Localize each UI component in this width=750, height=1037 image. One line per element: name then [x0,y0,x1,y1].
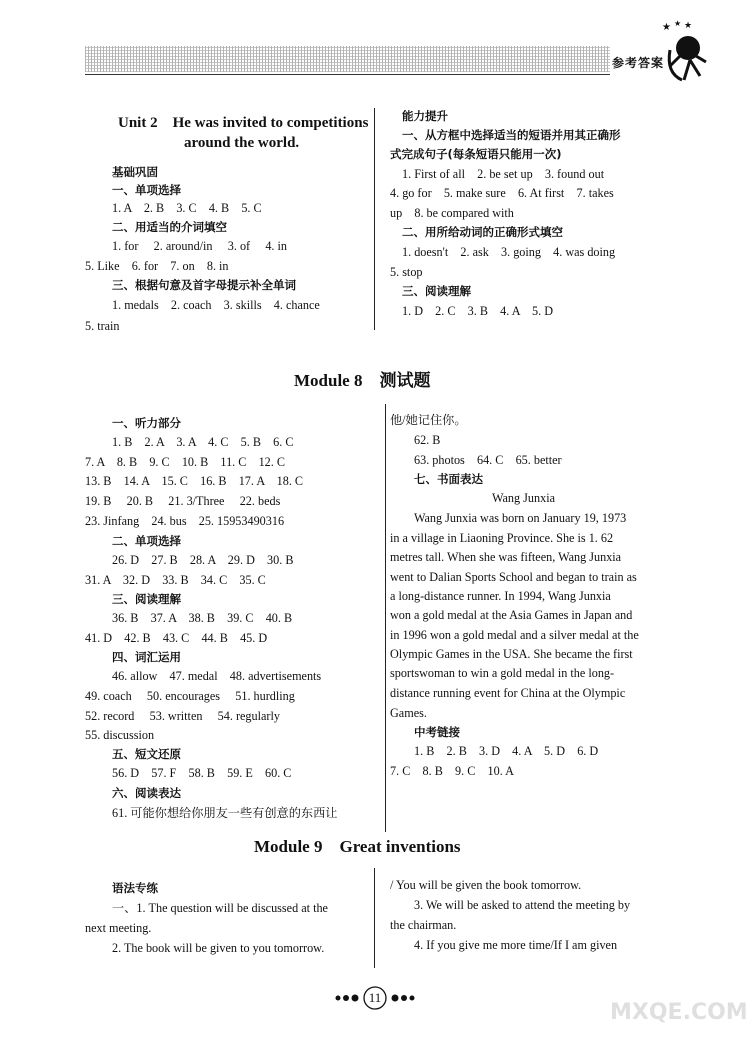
m8-left-line: 31. A 32. D 33. B 34. C 35. C [85,573,266,587]
m8-right-line: in 1996 won a gold medal and a silver medal at the [390,628,639,642]
m8-left-line: 49. coach 50. encourages 51. hurdling [85,689,295,703]
m8-left-line: 55. discussion [85,728,155,742]
m9-right-line: 4. If you give me more time/If I am given [414,938,618,952]
m8-left-line: 二、单项选择 [112,534,181,548]
m8-left-line: 26. D 27. B 28. A 29. D 30. B [112,553,294,567]
m8-left-line: 52. record 53. written 54. regularly [85,709,280,723]
unit2r-a2: 4. go for 5. make sure 6. At first 7. takes [390,186,614,200]
m9-left-line: next meeting. [85,921,152,935]
unit2-section2: 二、用适当的介词填空 [112,220,227,234]
m8-right-line: 1. B 2. B 3. D 4. A 5. D 6. D [414,744,599,758]
column-divider-top [374,108,375,330]
m8-right-line: Wang Junxia [492,491,555,505]
unit2r-section1: 一、从方框中选择适当的短语并用其正确形 [402,128,621,142]
header-rule [85,74,610,75]
unit2-title-line1: Unit 2 He was invited to competitions [118,115,369,131]
m9-right-line: 3. We will be asked to attend the meeting by [414,898,631,912]
m8-left-line: 7. A 8. B 9. C 10. B 11. C 12. C [85,455,285,469]
m8-left-line: 61. 可能你想给你朋友一些有创意的东西让 [112,806,338,820]
m9-right-line: the chairman. [390,918,457,932]
m8-left-line: 1. B 2. A 3. A 4. C 5. B 6. C [112,435,294,449]
page-number: 11 [368,990,382,1005]
m8-left-line: 23. Jinfang 24. bus 25. 15953490316 [85,514,285,528]
m8-right-line: Games. [390,706,427,720]
header-band [85,46,610,72]
unit2r-c1: 1. D 2. C 3. B 4. A 5. D [402,304,554,318]
unit2-answers1: 1. A 2. B 3. C 4. B 5. C [112,201,262,215]
unit2-answers3b: 5. train [85,319,120,333]
m8-right-line: 7. C 8. B 9. C 10. A [390,764,514,778]
column-divider-middle [385,404,386,832]
m8-right-line: sportswoman to win a gold medal in the long- [390,666,615,680]
unit2-title-line2: around the world. [184,135,300,151]
m8-left-line: 36. B 37. A 38. B 39. C 40. B [112,611,293,625]
m8-left-line: 46. allow 47. medal 48. advertisements [112,669,322,683]
m8-right-line: 他/她记住你。 [390,413,467,427]
unit2-answers2b: 5. Like 6. for 7. on 8. in [85,259,229,273]
unit2-answers3a: 1. medals 2. coach 3. skills 4. chance [112,298,320,312]
module8-title: Module 8 测试题 [294,371,431,390]
svg-text:★: ★ [674,19,682,28]
m8-left-line: 56. D 57. F 58. B 59. E 60. C [112,766,292,780]
m9-right-line: / You will be given the book tomorrow. [390,878,582,892]
unit2-subheading: 基础巩固 [112,165,158,179]
m8-right-line: 63. photos 64. C 65. better [414,453,562,467]
unit2-answers2a: 1. for 2. around/in 3. of 4. in [112,239,288,253]
m8-left-line: 六、阅读表达 [112,786,181,800]
column-divider-bottom [374,868,375,968]
unit2-section3: 三、根据句意及首字母提示补全单词 [112,278,296,292]
m8-left-line: 19. B 20. B 21. 3/Three 22. beds [85,494,281,508]
unit2r-b1: 1. doesn't 2. ask 3. going 4. was doing [402,245,616,259]
watermark-text: MXQE.COM [610,1000,748,1025]
m9-left-line: 2. The book will be given to you tomorrow. [112,941,325,955]
m8-right-line: metres tall. When she was fifteen, Wang Junxia [390,550,622,564]
header-label: 参考答案 [612,56,665,70]
m8-left-line: 一、听力部分 [112,416,181,430]
unit2r-section2: 二、用所给动词的正确形式填空 [402,225,563,239]
unit2r-subheading: 能力提升 [402,109,448,123]
unit2r-a3: up 8. be compared with [390,206,514,220]
m9-left-line: 一、1. The question will be discussed at the [112,901,328,915]
module9-title: Module 9 Great inventions [254,837,461,856]
m8-left-line: 三、阅读理解 [112,592,181,606]
unit2r-section1b: 式完成句子(每条短语只能用一次) [390,147,562,161]
m8-right-line: 62. B [414,433,441,447]
m8-right-line: Wang Junxia was born on January 19, 1973 [414,511,627,525]
m9-left-line: 语法专练 [112,881,158,895]
m8-right-line: 中考链接 [414,725,460,739]
svg-text:★: ★ [662,22,671,33]
m8-right-line: Olympic Games in the USA. She became the first [390,647,633,661]
m8-right-line: won a gold medal at the Asia Games in Japan and [390,608,633,622]
svg-text:★: ★ [684,20,693,30]
watermark-logo [600,970,748,1030]
m8-right-line: distance running event for China at the Olympic [390,686,626,700]
m8-right-line: a long-distance runner. In 1994, Wang Junxia [390,589,611,603]
m8-left-line: 五、短文还原 [112,747,181,761]
m8-right-line: 七、书面表达 [414,472,483,486]
m8-right-line: in a village in Liaoning Province. She is 1. 62 [390,531,614,545]
m8-left-line: 41. D 42. B 43. C 44. B 45. D [85,631,268,645]
runner-logo-icon [660,18,710,88]
unit2r-section3: 三、阅读理解 [402,284,471,298]
m8-right-line: went to Dalian Sports School and began to train as [390,570,637,584]
unit2r-a1: 1. First of all 2. be set up 3. found out [402,167,605,181]
unit2r-b2: 5. stop [390,265,423,279]
unit2-section1: 一、单项选择 [112,183,181,197]
m8-left-line: 四、词汇运用 [112,650,181,664]
m8-left-line: 13. B 14. A 15. C 16. B 17. A 18. C [85,474,304,488]
